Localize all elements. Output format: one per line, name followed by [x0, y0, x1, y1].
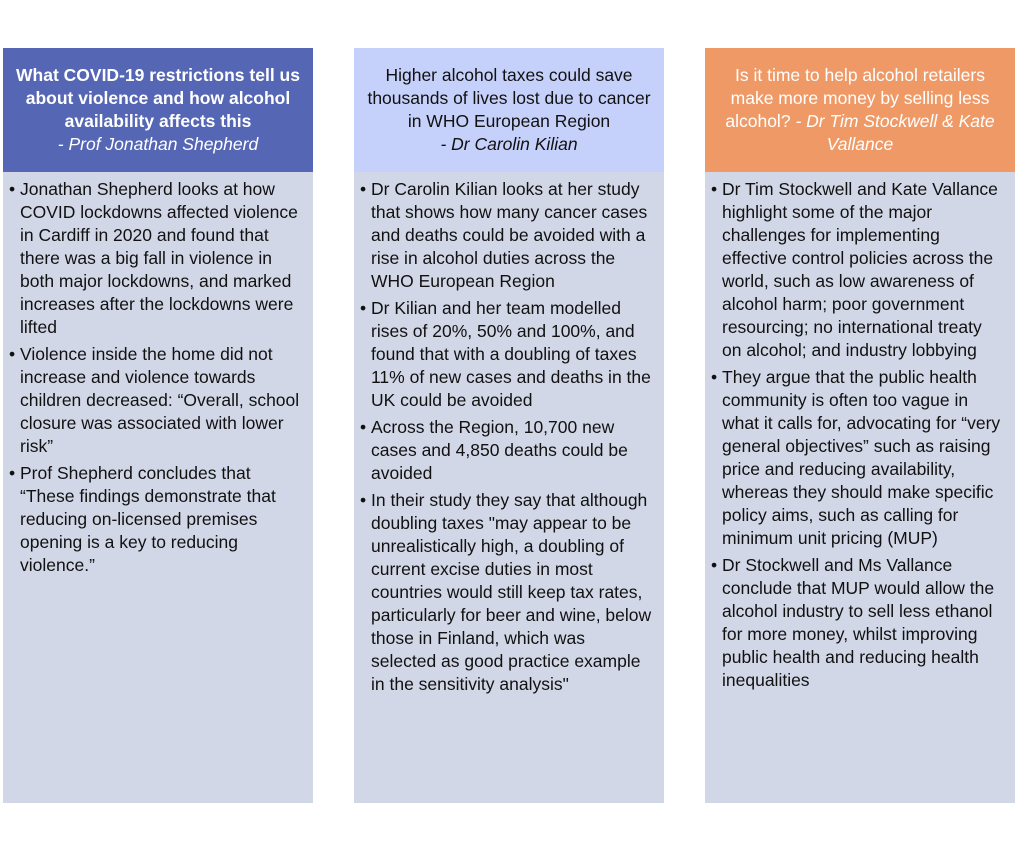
bullet-item: • Dr Stockwell and Ms Vallance conclude that MUP would allow the alcohol industry to sell less ethanol for more money, whilst improving public health and reducing health inequalities: [719, 554, 1005, 692]
column-body: [3, 172, 313, 803]
column-title: Is it time to help alcohol retailers make more money by selling less alcohol?: [725, 65, 990, 131]
bullet-item: • Violence inside the home did not increase and violence towards children decreased: “Overall, school closure was associated with lower risk”: [17, 343, 303, 458]
column-header: [705, 48, 1015, 172]
bullet-list: [368, 178, 654, 696]
column-header: [354, 48, 664, 172]
column-author: - Dr Carolin Kilian: [440, 134, 578, 154]
column-kilian: [354, 48, 664, 803]
bullet-item: • Jonathan Shepherd looks at how COVID lockdowns affected violence in Cardiff in 2020 and found that there was a big fall in violence in both major lockdowns, and marked increases after the lockdowns were lifted: [17, 178, 303, 339]
bullet-item: • Dr Kilian and her team modelled rises of 20%, 50% and 100%, and found that with a doubling of taxes 11% of new cases and deaths in the UK could be avoided: [368, 297, 654, 412]
bullet-item: • Dr Tim Stockwell and Kate Vallance highlight some of the major challenges for implementing effective control policies across the world, such as low awareness of alcohol harm; poor government resourcing; no international treaty on alcohol; and industry lobbying: [719, 178, 1005, 362]
column-author: - Dr Tim Stockwell & Kate Vallance: [795, 111, 995, 154]
bullet-item: • In their study they say that although doubling taxes "may appear to be unrealistically high, a doubling of current excise duties in most countries would still keep tax rates, particularly for beer and wine, below those in Finland, which was selected as good practice example in the sensitivity analysis": [368, 489, 654, 696]
column-header: [3, 48, 313, 172]
bullet-list: [719, 178, 1005, 692]
column-title: Higher alcohol taxes could save thousands of lives lost due to cancer in WHO European Region: [367, 65, 651, 131]
bullet-list: [17, 178, 303, 577]
column-body: [705, 172, 1015, 803]
bullet-item: • Across the Region, 10,700 new cases and 4,850 deaths could be avoided: [368, 416, 654, 485]
bullet-item: • Prof Shepherd concludes that “These findings demonstrate that reducing on-licensed premises opening is a key to reducing violence.”: [17, 462, 303, 577]
column-shepherd: [3, 48, 313, 803]
column-body: [354, 172, 664, 803]
bullet-item: • Dr Carolin Kilian looks at her study that shows how many cancer cases and deaths could be avoided with a rise in alcohol duties across the WHO European Region: [368, 178, 654, 293]
column-stockwell-vallance: [705, 48, 1015, 803]
column-author: - Prof Jonathan Shepherd: [57, 134, 259, 154]
column-title: What COVID-19 restrictions tell us about violence and how alcohol availability affects this: [16, 65, 300, 131]
bullet-item: • They argue that the public health community is often too vague in what it calls for, advocating for “very general objectives” such as raising price and reducing availability, whereas they should make specific policy aims, such as calling for minimum unit pricing (MUP): [719, 366, 1005, 550]
